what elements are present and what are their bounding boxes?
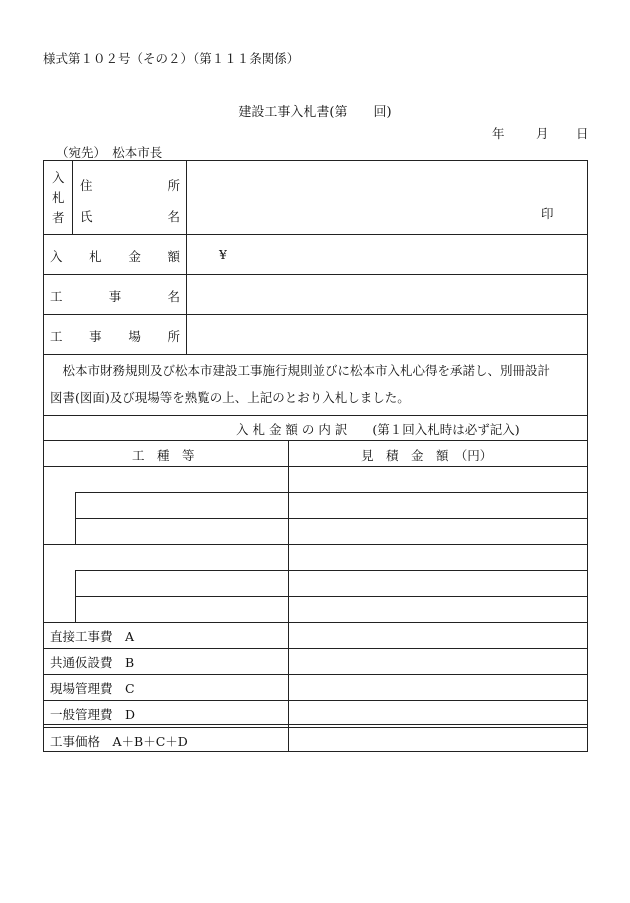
declaration-text: 松本市財務規則及び松本市建設工事施行規則並びに松本市入札心得を承諾し、別冊設計 図書(図面)及び現場等を熟覧の上、上記のとおり入札しました。	[50, 363, 551, 405]
name-label: 氏 名	[80, 209, 180, 224]
form-number: 様式第１０２号（その２）（第１１１条関係）	[43, 51, 300, 66]
date-year-label: 年	[492, 126, 505, 141]
work-name-field[interactable]	[190, 280, 584, 308]
divider	[186, 160, 187, 355]
addressee: （宛先） 松本市長	[56, 145, 163, 160]
work-site-label: 工 事 場 所	[50, 329, 180, 344]
divider	[43, 354, 588, 355]
divider	[75, 570, 76, 622]
yen-symbol: ¥	[219, 247, 227, 262]
divider	[43, 727, 588, 728]
row-direct-cost: 直接工事費 A	[50, 629, 135, 644]
row-construction-price: 工事価格 A＋B＋C＋D	[50, 734, 188, 749]
bid-amount-label: 入 札 金 額	[50, 249, 180, 264]
date-day-label: 日	[576, 126, 589, 141]
divider	[75, 518, 588, 519]
divider	[43, 544, 588, 545]
address-label: 住 所	[80, 178, 180, 193]
header-work-type: 工 種 等	[132, 448, 195, 463]
bid-amount-field[interactable]	[234, 240, 584, 268]
row-site-management-cost: 現場管理費 C	[50, 681, 135, 696]
divider	[72, 160, 73, 235]
document-title: 建設工事入札書(第 回)	[238, 105, 392, 120]
divider	[43, 274, 588, 275]
divider	[75, 596, 588, 597]
date-month-label: 月	[536, 126, 549, 141]
breakdown-title: 入 札 金 額 の 内 訳 (第１回入札時は必ず記入)	[236, 422, 520, 437]
bidder-label: 入 札 者	[52, 170, 65, 225]
divider	[43, 674, 588, 675]
divider	[75, 492, 76, 544]
row-general-management-cost: 一般管理費 D	[50, 707, 136, 722]
seal-mark: 印	[541, 206, 554, 221]
divider	[75, 570, 588, 571]
row-common-temporary-cost: 共通仮設費 B	[50, 655, 135, 670]
work-name-label: 工 事 名	[50, 289, 180, 304]
divider	[43, 648, 588, 649]
divider	[43, 440, 588, 441]
divider	[43, 700, 588, 701]
divider	[43, 234, 588, 235]
divider	[75, 492, 588, 493]
divider	[43, 466, 588, 467]
address-field[interactable]	[190, 164, 584, 190]
work-site-field[interactable]	[190, 320, 584, 348]
header-estimate-amount: 見 積 金 額 （円）	[361, 448, 493, 463]
divider	[43, 724, 588, 725]
divider	[43, 622, 588, 623]
name-field[interactable]	[190, 196, 520, 226]
divider	[43, 314, 588, 315]
